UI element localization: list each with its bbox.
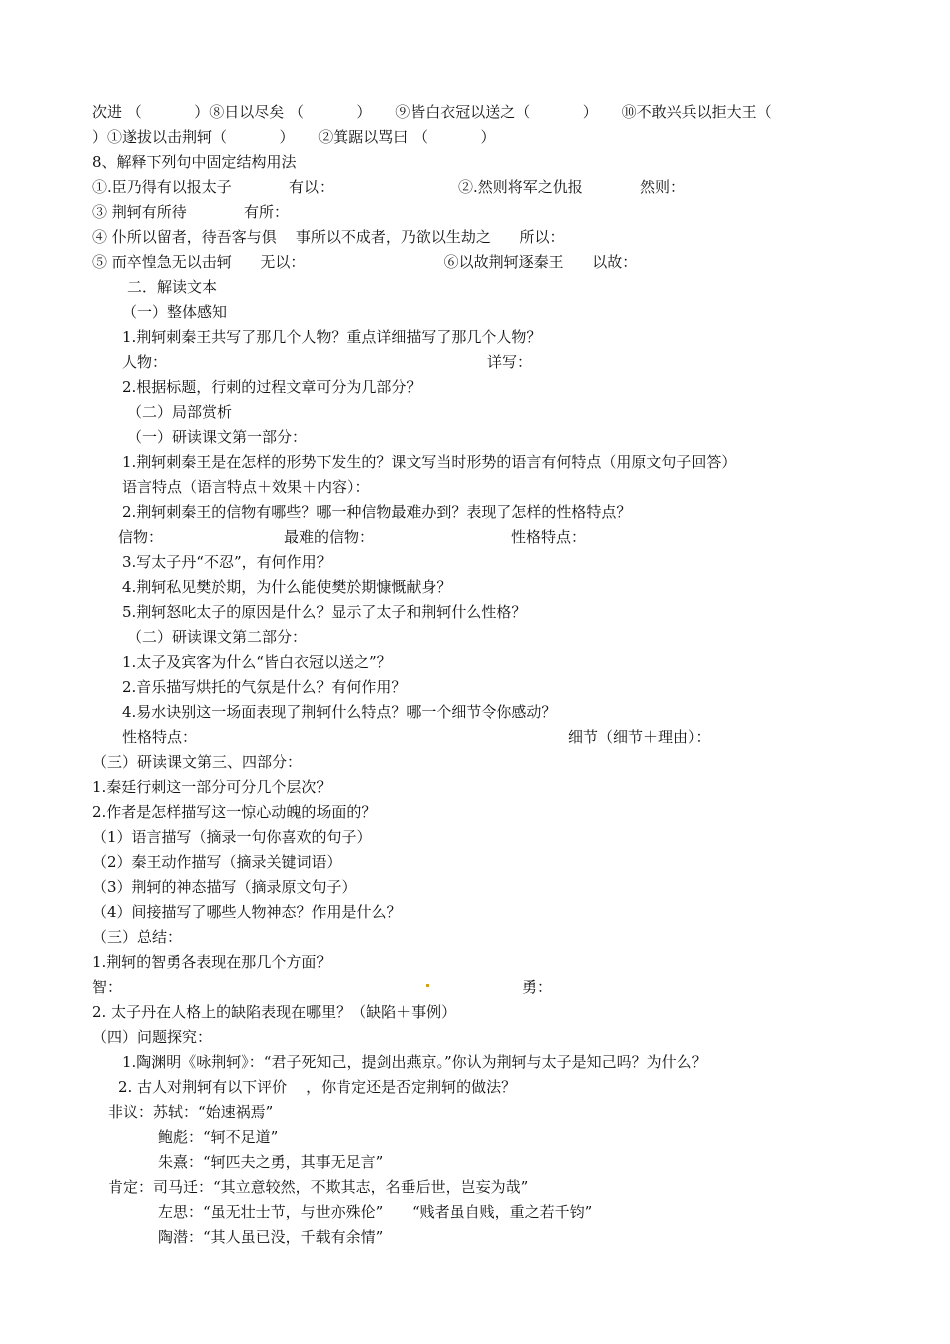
question: 1.太子及宾客为什么“皆白衣冠以送之”？: [122, 653, 392, 671]
section-heading: （二）局部赏析: [127, 403, 233, 421]
section-heading: （一）研读课文第一部分：: [127, 428, 308, 446]
question: 1.荆轲刺秦王共写了那几个人物？重点详细描写了那几个人物？: [122, 328, 542, 346]
question: 1.秦廷行刺这一部分可分几个层次？: [92, 778, 332, 796]
question: 5.荆轲怒叱太子的原因是什么？显示了太子和荆轲什么性格？: [122, 603, 527, 621]
section-heading: （三）研读课文第三、四部分：: [92, 753, 303, 771]
section-heading: 二．解读文本: [127, 278, 218, 296]
stray-mark: [426, 984, 429, 987]
question: （1）语言描写（摘录一句你喜欢的句子）: [92, 828, 372, 846]
question: 4.荆轲私见樊於期，为什么能使樊於期慷慨献身？: [122, 578, 452, 596]
answer-label: 智：: [92, 978, 123, 996]
quote-line: 肯定：司马迁：“其立意较然，不欺其志，名垂后世，岂妄为哉”: [108, 1178, 529, 1196]
text-line: ⑤ 而卒惶急无以击轲 无以： ⑥以故荆轲逐秦王 以故：: [92, 253, 638, 271]
question: 2. 古人对荆轲有以下评价 ，你肯定还是否定荆轲的做法？: [118, 1078, 517, 1096]
section-heading: 8、解释下列句中固定结构用法: [92, 153, 297, 171]
text-line: ③ 荆轲有所待 有所：: [92, 203, 289, 221]
section-heading: （四）问题探究：: [92, 1028, 213, 1046]
question: 1.荆轲的智勇各表现在那几个方面？: [92, 953, 332, 971]
question: 1.荆轲刺秦王是在怎样的形势下发生的？课文写当时形势的语言有何特点（用原文句子回答）: [122, 453, 737, 471]
section-heading: （一）整体感知: [122, 303, 228, 321]
text-line: 次进 （ ）⑧日以尽矣 （ ） ⑨皆白衣冠以送之（ ） ⑩不敢兴兵以拒大王（: [92, 103, 772, 121]
text-line: ①.臣乃得有以报太子 有以： ②.然则将军之仇报 然则：: [92, 178, 685, 196]
question: （3）荆轲的神态描写（摘录原文句子）: [92, 878, 357, 896]
answer-label: 细节（细节＋理由）：: [568, 728, 711, 746]
answer-label: 性格特点：: [511, 528, 587, 546]
question: 4.易水诀别这一场面表现了荆轲什么特点？哪一个细节令你感动？: [122, 703, 557, 721]
question: （4）间接描写了哪些人物神态？作用是什么？: [92, 903, 402, 921]
quote-line: 左思：“虽无壮士节，与世亦殊伦” “贱者虽自贱，重之若千钧”: [158, 1203, 593, 1221]
quote-line: 陶潜：“其人虽已没，千载有余情”: [158, 1228, 384, 1246]
question: 2.根据标题，行刺的过程文章可分为几部分？: [122, 378, 422, 396]
quote-line: 鲍彪：“轲不足道”: [158, 1128, 279, 1146]
section-heading: （二）研读课文第二部分：: [127, 628, 308, 646]
question: 2.音乐描写烘托的气氛是什么？有何作用？: [122, 678, 407, 696]
question: 2. 太子丹在人格上的缺陷表现在哪里？（缺陷＋事例）: [92, 1003, 457, 1021]
text-line: ）①遂拔以击荆轲（ ） ②箕踞以骂曰 （ ）: [92, 128, 496, 146]
quote-line: 朱熹：“轲匹夫之勇，其事无足言”: [158, 1153, 384, 1171]
answer-label: 信物：: [118, 528, 164, 546]
text-line: ④ 仆所以留者，待吾客与俱 事所以不成者，乃欲以生劫之 所以：: [92, 228, 565, 246]
question: 2.作者是怎样描写这一惊心动魄的场面的？: [92, 803, 377, 821]
section-heading: （三）总结：: [92, 928, 183, 946]
question: 1.陶渊明《咏荆轲》：“君子死知己，提剑出燕京。”你认为荆轲与太子是知己吗？为什么？: [122, 1053, 707, 1071]
quote-line: 非议：苏轼：“始速祸焉”: [108, 1103, 274, 1121]
answer-label: 勇：: [522, 978, 553, 996]
answer-label: 语言特点（语言特点＋效果＋内容）：: [122, 478, 370, 496]
answer-label: 最难的信物：: [284, 528, 375, 546]
question: 2.荆轲刺秦王的信物有哪些？哪一种信物最难办到？表现了怎样的性格特点？: [122, 503, 632, 521]
answer-label: 人物：: [122, 353, 168, 371]
question: 3.写太子丹“不忍”，有何作用？: [122, 553, 332, 571]
answer-label: 详写：: [487, 353, 533, 371]
question: （2）秦王动作描写（摘录关键词语）: [92, 853, 342, 871]
answer-label: 性格特点：: [122, 728, 198, 746]
